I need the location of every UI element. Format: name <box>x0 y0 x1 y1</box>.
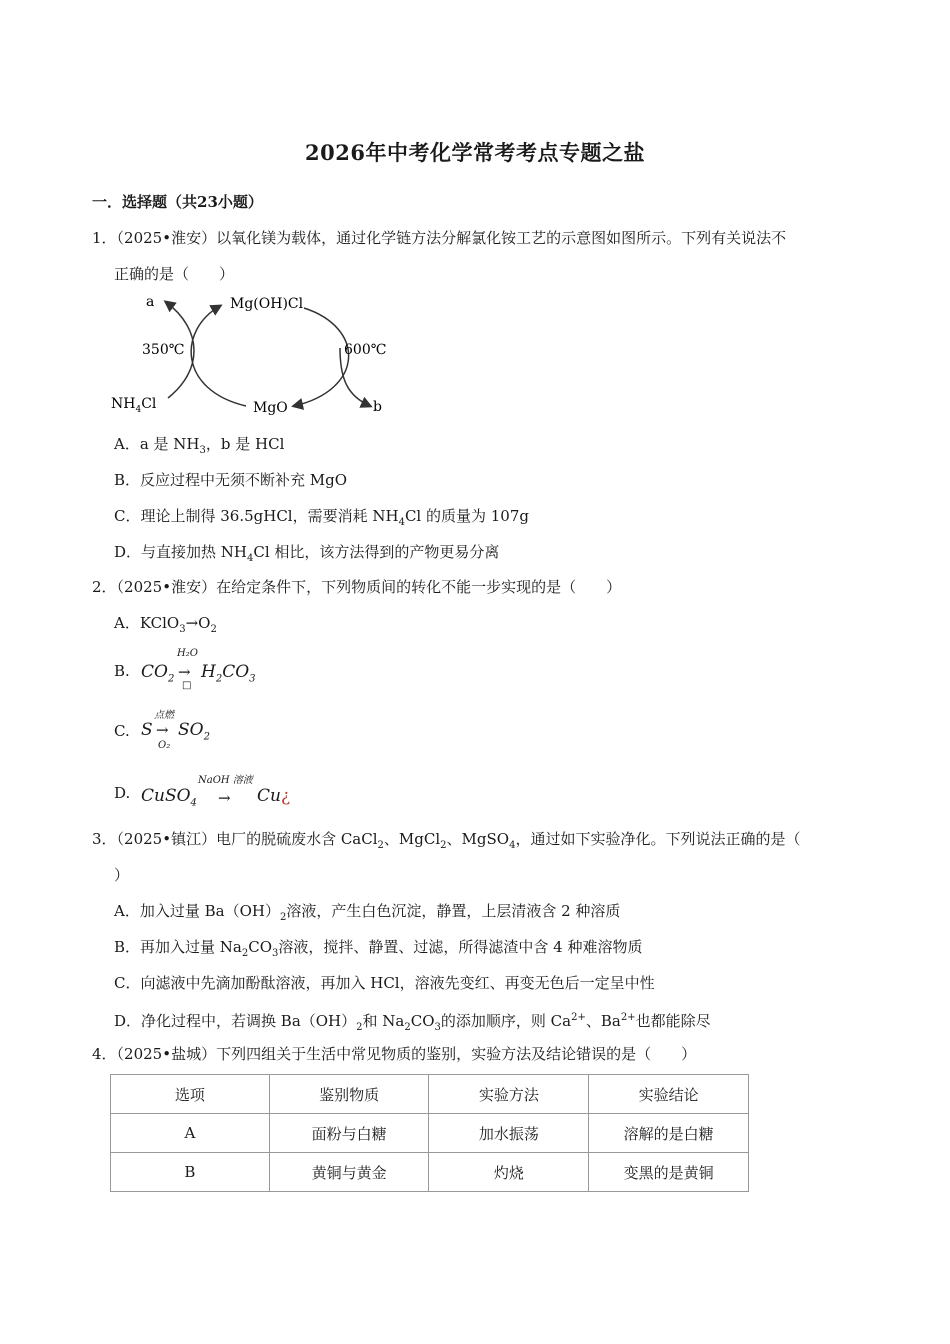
q2-option-c-above: 点燃 <box>154 710 174 721</box>
table-header-row <box>111 1075 749 1114</box>
q2-option-d-right: Cu¿ <box>257 786 291 806</box>
table-row <box>111 1153 749 1192</box>
q3-stem-line2: ） <box>114 866 130 884</box>
label-600c: 600℃ <box>344 342 387 358</box>
q3-option-d: D．净化过程中，若调换 $Ba(OH)_2$和 $Na_2CO_3$的添加顺序，则 $Ca^{2+}$、$Ba^{2+}$也都能除尽 <box>114 1012 711 1033</box>
section-heading: 一．选择题（共23小题） <box>92 193 263 211</box>
q2-stem: 2．（2025•淮安）在给定条件下，下列物质间的转化不能一步实现的是（ ） <box>92 578 622 596</box>
table-row <box>111 1114 749 1153</box>
q2-option-b-left: $CO_2$ <box>141 662 175 685</box>
q2-option-b-above: H₂O <box>177 648 198 659</box>
q2-option-c-below: O₂ <box>158 740 171 751</box>
q2-option-c-label: C. <box>114 722 130 740</box>
q4-table <box>110 1074 749 1192</box>
q1-stem-line1: 1．（2025•淮安）以氧化镁为载体，通过化学链方法分解氯化铵工艺的示意图如图所示。下列有关说法不 <box>92 229 787 247</box>
q4-stem: 4．（2025•盐城）下列四组关于生活中常见物质的鉴别，实验方法及结论错误的是（ ） <box>92 1045 697 1063</box>
q2-option-c-right: $SO_2$ <box>178 720 210 743</box>
q2-option-b-arrow: → <box>178 663 191 681</box>
q2-option-b-label: B. <box>114 662 130 680</box>
label-mgohcl: Mg(OH)Cl <box>230 296 304 312</box>
chemical-loop-diagram <box>108 290 398 420</box>
label-nh4cl: $NH_4Cl$ <box>111 396 157 415</box>
q2-option-d-label: D. <box>114 784 131 802</box>
q2-option-c-left: S <box>141 720 153 740</box>
page-title: 2026年中考化学常考考点专题之盐 <box>305 140 645 165</box>
q1-stem-line2: 正确的是（ ） <box>114 265 235 283</box>
diagram-svg <box>108 290 398 420</box>
table-header-cell: 实验结论 <box>589 1075 749 1114</box>
table-cell: 面粉与白糖 <box>269 1114 429 1153</box>
table-header-cell: 鉴别物质 <box>269 1075 429 1114</box>
table-cell: 加水振荡 <box>429 1114 589 1153</box>
q3-stem-line1: 3．（2025•镇江）电厂的脱硫废水含 CaCl$_2$、MgCl$_2$、MgSO$_4$，通过如下实验净化。下列说法正确的是（ <box>92 830 801 851</box>
q2-option-b-below: □ <box>182 680 192 691</box>
q3-option-a: A．加入过量 $Ba(OH)_2$溶液，产生白色沉淀，静置，上层清液含 2 种溶质 <box>114 902 621 923</box>
table-cell: 黄铜与黄金 <box>269 1153 429 1192</box>
q1-option-d: D．与直接加热 $NH_4Cl$ 相比，该方法得到的产物更易分离 <box>114 543 500 564</box>
q2-option-d-above: NaOH 溶液 <box>198 775 253 786</box>
table-cell: 变黑的是黄铜 <box>589 1153 749 1192</box>
label-mgo: MgO <box>253 400 288 416</box>
q2-option-a: A．$KClO_3\to O_2$ <box>114 614 217 635</box>
q2-option-b-right: $H_2CO_3$ <box>201 662 256 685</box>
arc-mgo-to-mgohcl <box>191 306 246 406</box>
q3-option-c: C．向滤液中先滴加酚酞溶液，再加入 HCl，溶液先变红、再变无色后一定呈中性 <box>114 974 655 992</box>
table-header-cell: 选项 <box>111 1075 270 1114</box>
table-cell: B <box>111 1153 270 1192</box>
q2-option-d-left: CuSO$_4$ <box>141 786 197 809</box>
q2-option-d-arrow: → <box>218 789 231 807</box>
q1-option-b: B．反应过程中无须不断补充 MgO <box>114 471 348 489</box>
q1-option-a: A．a 是 $NH_3$，b 是 HCl <box>114 435 285 456</box>
q2-option-c-arrow: → <box>156 721 169 739</box>
label-a: a <box>146 294 155 310</box>
table-header-cell: 实验方法 <box>429 1075 589 1114</box>
table-cell: A <box>111 1114 270 1153</box>
table-cell: 溶解的是白糖 <box>589 1114 749 1153</box>
label-b: b <box>373 399 382 415</box>
q3-option-b: B．再加入过量 $Na_2CO_3$溶液，搅拌、静置、过滤，所得滤渣中含 4 种难溶物质 <box>114 938 643 959</box>
table-cell: 灼烧 <box>429 1153 589 1192</box>
q1-option-c: C．理论上制得 36.5gHCl，需要消耗 $NH_4Cl$ 的质量为 107g <box>114 507 529 528</box>
label-350c: 350℃ <box>142 342 185 358</box>
